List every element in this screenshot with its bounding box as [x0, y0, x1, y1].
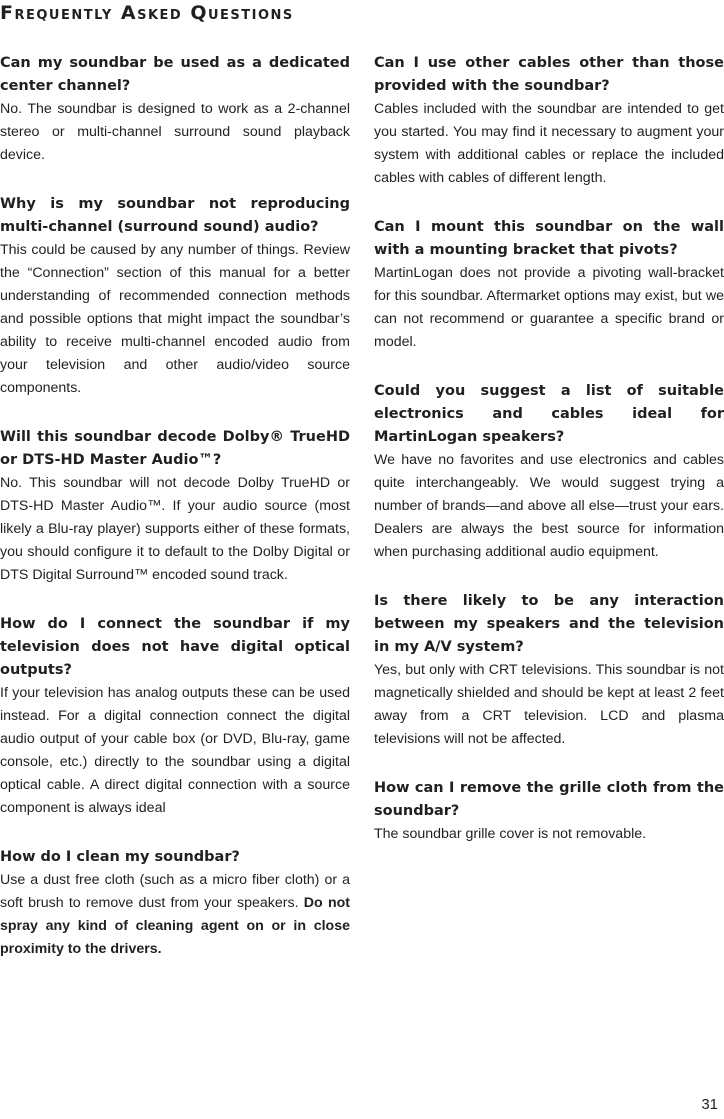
faq-answer: This could be caused by any number of things. Review the “Connection” section of this manual for a better understanding of recommended connection methods and possible options that might impact the soundbar’s ability to receive multi-channel encoded audio from your television and other audio/video source components. — [0, 242, 350, 396]
faq-item — [0, 426, 350, 587]
faq-question: Is there likely to be any interaction between my speakers and the television in my A/V system? — [374, 593, 724, 655]
faq-item — [0, 846, 350, 961]
faq-item — [0, 52, 350, 167]
faq-answer: No. This soundbar will not decode Dolby TrueHD or DTS-HD Master Audio™. If your audio source (most likely a Blu-ray player) supports either of these formats, you should configure it to default to the Dolby Digital or DTS Digital Surround™ encoded sound track. — [0, 475, 350, 583]
page-number: 31 — [701, 1096, 718, 1113]
faq-answer: The soundbar grille cover is not removable. — [374, 826, 647, 842]
faq-question: Why is my soundbar not reproducing multi-channel (surround sound) audio? — [0, 196, 350, 235]
faq-answer: If your television has analog outputs these can be used instead. For a digital connection connect the digital audio output of your cable box (or DVD, Blu-ray, game console, etc.) directly to the soundbar using a digital optical cable. A direct digital connection with a source component is always ideal — [0, 685, 350, 816]
faq-item — [374, 777, 724, 846]
faq-question: How can I remove the grille cloth from the soundbar? — [374, 780, 724, 819]
faq-question: Can I mount this soundbar on the wall with a mounting bracket that pivots? — [374, 219, 724, 258]
faq-answer: Use a dust free cloth (such as a micro fiber cloth) or a soft brush to remove dust from your speakers. — [0, 872, 350, 911]
faq-answer: We have no favorites and use electronics and cables quite interchangeably. We would suggest trying a number of brands—and above all else—trust your ears. Dealers are always the best source for information when purchasing additional audio equipment. — [374, 452, 724, 560]
faq-answer: Cables included with the soundbar are intended to get you started. You may find it necessary to augment your system with additional cables or replace the included cables with cables of different length. — [374, 101, 724, 186]
faq-item — [374, 380, 724, 564]
faq-answer: Yes, but only with CRT televisions. This soundbar is not magnetically shielded and should be kept at least 2 feet away from a CRT television. LCD and plasma televisions will not be affected. — [374, 662, 724, 747]
faq-answer: MartinLogan does not provide a pivoting wall-bracket for this soundbar. Aftermarket options may exist, but we can not recommend or guarantee a specific brand or model. — [374, 265, 724, 350]
faq-item — [374, 216, 724, 354]
faq-question: Can I use other cables other than those provided with the soundbar? — [374, 55, 724, 94]
cleaning-warning: Do not spray any kind of cleaning agent on or in close proximity to the drivers. — [0, 895, 350, 957]
left-column — [0, 52, 350, 987]
faq-item — [374, 590, 724, 751]
right-column — [374, 52, 724, 872]
faq-question: How do I connect the soundbar if my television does not have digital optical outputs? — [0, 616, 350, 678]
faq-answer-container — [0, 869, 350, 961]
faq-question: Will this soundbar decode Dolby® TrueHD or DTS-HD Master Audio™? — [0, 429, 350, 468]
faq-question: How do I clean my soundbar? — [0, 849, 240, 865]
faq-item — [0, 613, 350, 820]
faq-question: Can my soundbar be used as a dedicated center channel? — [0, 55, 350, 94]
faq-question: Could you suggest a list of suitable electronics and cables ideal for MartinLogan speakers? — [374, 383, 724, 445]
faq-answer: No. The soundbar is designed to work as a 2-channel stereo or multi-channel surround sound playback device. — [0, 101, 350, 163]
faq-item — [374, 52, 724, 190]
faq-item — [0, 193, 350, 400]
page-title: Frequently Asked Questions — [0, 2, 294, 24]
